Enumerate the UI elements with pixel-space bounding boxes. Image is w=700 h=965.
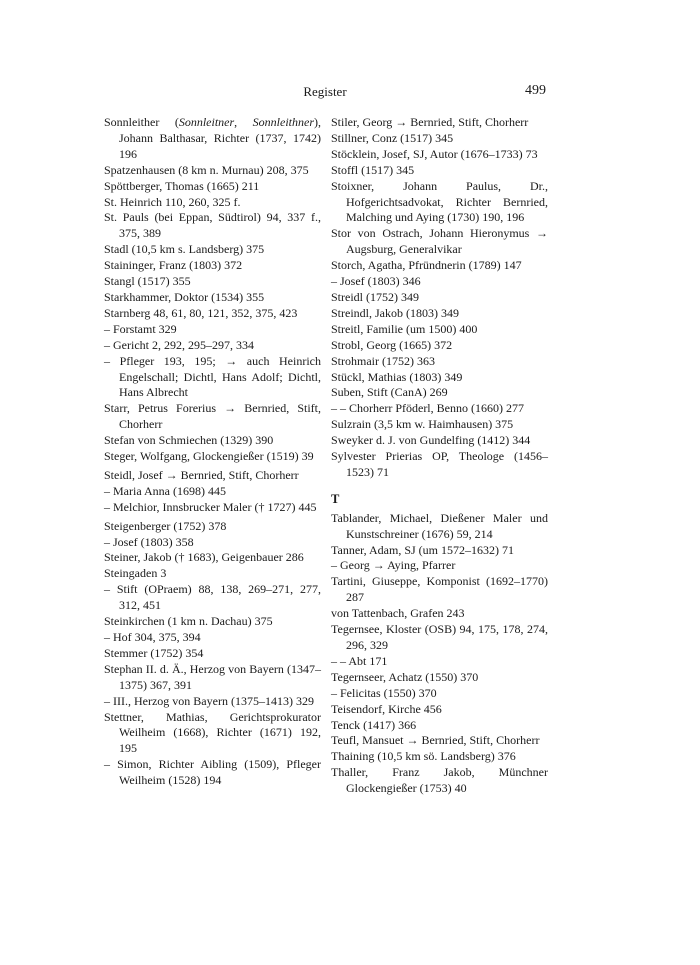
index-entry: Starnberg 48, 61, 80, 121, 352, 375, 423: [104, 305, 298, 320]
index-entry: Sulzrain (3,5 km w. Haimhausen) 375: [331, 417, 514, 432]
section-letter-heading: T: [331, 491, 340, 506]
index-subentry: – Georg → Aying, Pfarrer: [331, 558, 456, 573]
index-subentry: – – Abt 171: [331, 653, 388, 668]
index-entry: Stoixner, Johann Paulus, Dr., Hofgerichtsadvokat, Richter Bernried, Malching und Aying (1730) 190, 196: [331, 178, 548, 225]
index-entry: Stefan von Schmiechen (1329) 390: [104, 433, 274, 448]
index-entry: Sonnleither (Sonnleitner, Sonnleithner), Johann Balthasar, Richter (1737, 1742) 196: [104, 115, 321, 161]
index-entry: Stangl (1517) 355: [104, 274, 191, 289]
index-entry: Staininger, Franz (1803) 372: [104, 258, 243, 273]
index-entry: Steiner, Jakob († 1683), Geigenbauer 286: [104, 550, 304, 565]
index-entry: Steingaden 3: [104, 566, 167, 581]
index-entry: Tanner, Adam, SJ (um 1572–1632) 71: [331, 542, 514, 557]
index-entry: Starkhammer, Doktor (1534) 355: [104, 289, 265, 304]
index-entry: Tenck (1417) 366: [331, 717, 417, 732]
index-entry: Teisendorf, Kirche 456: [331, 701, 442, 716]
page-header: [104, 84, 546, 104]
index-column-left: [104, 115, 321, 789]
index-entry: Stadl (10,5 km s. Landsberg) 375: [104, 242, 265, 257]
index-entry: Tablander, Michael, Dießener Maler und Kunstschreiner (1676) 59, 214: [331, 510, 548, 541]
index-entry: Streidl (1752) 349: [331, 289, 419, 304]
index-entry: Streitl, Familie (um 1500) 400: [331, 321, 478, 336]
index-subentry: – Felicitas (1550) 370: [331, 685, 437, 700]
index-entry: Stückl, Mathias (1803) 349: [331, 369, 463, 384]
index-entry: St. Pauls (bei Eppan, Südtirol) 94, 337 f., 375, 389: [104, 210, 321, 241]
index-entry: Suben, Stift (CanA) 269: [331, 385, 448, 400]
index-entry: Teufl, Mansuet → Bernried, Stift, Chorherr: [331, 733, 540, 748]
index-subentry: – III., Herzog von Bayern (1375–1413) 329: [104, 693, 314, 708]
running-title: Register: [303, 84, 347, 99]
index-subentry: – Forstamt 329: [104, 321, 177, 336]
index-entry: Spöttberger, Thomas (1665) 211: [104, 178, 260, 193]
index-entry: Stoffl (1517) 345: [331, 162, 415, 177]
index-entry: Thaller, Franz Jakob, Münchner Glockengießer (1753) 40: [331, 765, 548, 796]
index-entry: Steger, Wolfgang, Glockengießer (1519) 39: [104, 449, 314, 464]
index-entry: Stiler, Georg → Bernried, Stift, Chorherr: [331, 115, 529, 129]
index-entry: Stettner, Mathias, Gerichtsprokurator Weilheim (1668), Richter (1671) 192, 195: [104, 709, 321, 756]
index-entry: Storch, Agatha, Pfründnerin (1789) 147: [331, 258, 522, 273]
index-entry: Tartini, Giuseppe, Komponist (1692–1770) 287: [331, 574, 548, 605]
index-entry: Thaining (10,5 km sö. Landsberg) 376: [331, 749, 516, 764]
index-entry: Tegernseer, Achatz (1550) 370: [331, 669, 479, 684]
index-entry: Stillner, Conz (1517) 345: [331, 130, 454, 145]
index-entry: Tegernsee, Kloster (OSB) 94, 175, 178, 274, 296, 329: [331, 622, 548, 652]
index-entry: Steinkirchen (1 km n. Dachau) 375: [104, 614, 273, 629]
index-subentry: – Hof 304, 375, 394: [104, 630, 201, 644]
index-entry: Spatzenhausen (8 km n. Murnau) 208, 375: [104, 162, 309, 177]
index-subentry: – Maria Anna (1698) 445: [104, 483, 226, 498]
index-subentry: – Josef (1803) 358: [104, 534, 194, 549]
index-subentry: – – Chorherr Pföderl, Benno (1660) 277: [331, 401, 524, 416]
index-entry: Steidl, Josef → Bernried, Stift, Chorherr: [104, 467, 299, 482]
index-subentry: – Pfleger 193, 195; → auch Heinrich Engelschall; Dichtl, Hans Adolf; Dichtl, Hans Albrecht: [104, 353, 321, 400]
page-number: 499: [525, 83, 546, 98]
index-entry: von Tattenbach, Grafen 243: [331, 606, 465, 621]
index-entry: Steigenberger (1752) 378: [104, 518, 227, 533]
index-subentry: – Stift (OPraem) 88, 138, 269–271, 277, 312, 451: [104, 582, 321, 613]
index-subentry: – Melchior, Innsbrucker Maler († 1727) 445: [104, 499, 317, 514]
index-subentry: – Josef (1803) 346: [331, 274, 421, 289]
index-entry: Stephan II. d. Ä., Herzog von Bayern (1347–1375) 367, 391: [104, 661, 321, 692]
index-entry: Streindl, Jakob (1803) 349: [331, 305, 459, 320]
index-entry: St. Heinrich 110, 260, 325 f.: [104, 194, 241, 209]
index-entry: Strobl, Georg (1665) 372: [331, 337, 453, 352]
index-entry: Sylvester Prierias OP, Theologe (1456–1523) 71: [331, 449, 548, 479]
index-entry: Sweyker d. J. von Gundelfing (1412) 344: [331, 433, 531, 448]
index-subentry: – Gericht 2, 292, 295–297, 334: [104, 337, 254, 352]
index-subentry: – Simon, Richter Aibling (1509), Pfleger Weilheim (1528) 194: [104, 757, 321, 788]
index-entry: Stöcklein, Josef, SJ, Autor (1676–1733) 73: [331, 146, 538, 161]
index-column-right: [331, 115, 548, 797]
index-entry: Stemmer (1752) 354: [104, 645, 204, 660]
index-entry: Stor von Ostrach, Johann Hieronymus → Augsburg, Generalvikar: [331, 226, 548, 257]
index-entry: Starr, Petrus Forerius → Bernried, Stift, Chorherr: [104, 401, 321, 432]
index-entry: Strohmair (1752) 363: [331, 353, 435, 368]
